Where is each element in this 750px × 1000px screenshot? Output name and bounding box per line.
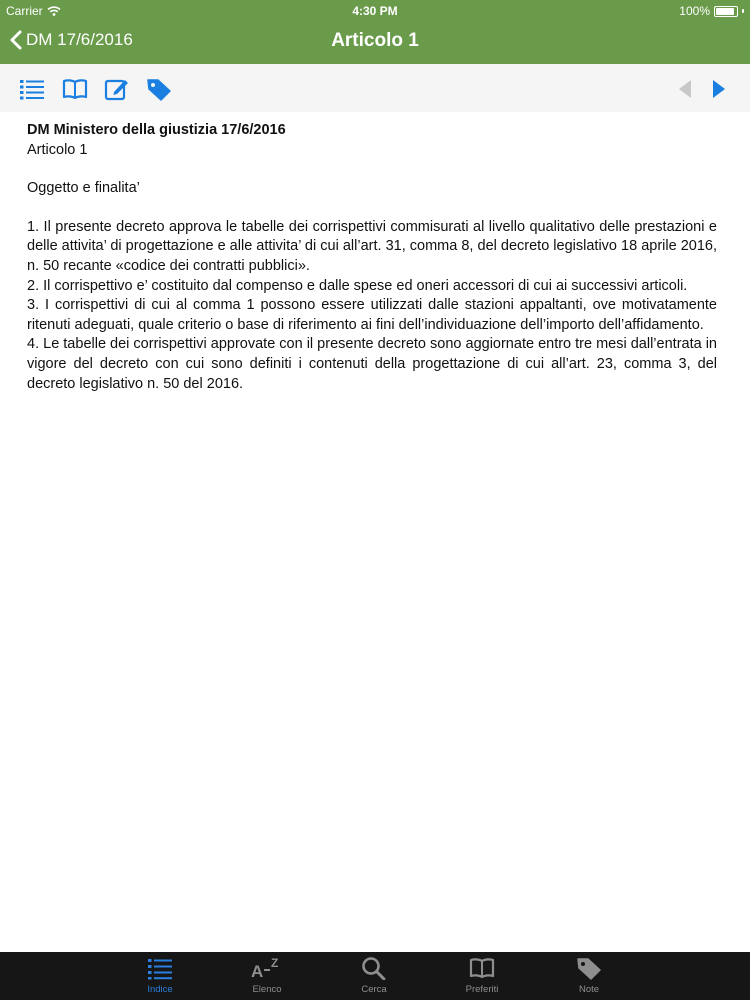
index-list-button[interactable] <box>19 76 45 102</box>
edit-note-button[interactable] <box>104 76 130 102</box>
book-icon <box>62 78 88 100</box>
tag-icon <box>146 77 172 101</box>
tab-elenco[interactable] <box>237 956 297 998</box>
article-subject: Oggetto e finalita’ <box>27 180 140 197</box>
article-paragraph: 2. Il corrispettivo e’ costituito dal compenso e dalle spese ed oneri accessori di cui ai successivi articoli. <box>27 277 688 294</box>
tab-preferiti[interactable] <box>452 956 512 998</box>
battery-indicator <box>679 4 744 18</box>
tab-indice[interactable] <box>130 956 190 998</box>
tab-note[interactable] <box>559 956 619 998</box>
document-heading: DM Ministero della giustizia 17/6/2016 <box>27 122 286 138</box>
tab-label: Indice <box>147 984 173 995</box>
add-tag-button[interactable] <box>146 76 172 102</box>
battery-label: 100% <box>679 4 710 18</box>
chevron-left-icon <box>10 30 22 50</box>
article-content <box>27 121 717 394</box>
edit-icon <box>104 77 130 101</box>
battery-icon <box>714 6 738 17</box>
triangle-left-icon <box>677 78 693 100</box>
tab-label: Elenco <box>252 984 282 995</box>
book-icon <box>469 956 495 980</box>
search-icon <box>361 956 387 980</box>
article-paragraph: 3. I corrispettivi di cui al comma 1 possono essere utilizzati dalle stazioni appaltanti, ove motivatamente ritenuti adeguati, quale criterio o base di riferimento ai fini dell’individuazione dell’importo dell’affidamento. <box>27 297 717 333</box>
tab-cerca[interactable] <box>344 956 404 998</box>
triangle-right-icon <box>711 78 727 100</box>
list-icon <box>19 78 45 100</box>
read-button[interactable] <box>62 76 88 102</box>
tab-label: Cerca <box>361 984 387 995</box>
navigation-bar <box>0 22 750 64</box>
previous-article-button[interactable] <box>672 76 698 102</box>
back-button[interactable] <box>10 30 133 50</box>
back-button-label: DM 17/6/2016 <box>26 30 133 49</box>
svg-text:Z: Z <box>271 956 279 970</box>
status-bar <box>0 0 750 22</box>
svg-text:A: A <box>251 962 264 980</box>
list-icon <box>147 956 173 980</box>
next-article-button[interactable] <box>706 76 732 102</box>
tag-icon <box>576 956 602 980</box>
tab-label: Note <box>578 984 600 995</box>
article-paragraph: 4. Le tabelle dei corrispettivi approvate con il presente decreto sono aggiornate entro tre mesi dall’entrata in vigore del decreto con cui sono definiti i contenuti della progettazione di cui all’art. 23, comma 3, del decreto legislativo n. 50 del 2016. <box>27 336 717 392</box>
status-time: 4:30 PM <box>352 4 398 18</box>
article-number: Articolo 1 <box>27 141 88 158</box>
toolbar <box>0 64 750 112</box>
az-icon <box>250 956 284 980</box>
article-paragraph: 1. Il presente decreto approva le tabelle dei corrispettivi commisurati al livello qualitativo delle prestazioni e delle attivita’ di progettazione e alle attivita’ di cui all’art. 31, comma 8, del decreto legislativo 18 aprile 2016, n. 50 recante «codice dei contratti pubblici». <box>27 218 717 274</box>
page-title: Articolo 1 <box>331 30 419 51</box>
tab-label: Preferiti <box>465 984 499 995</box>
carrier-label: Carrier <box>6 4 43 18</box>
tab-bar <box>0 952 750 1000</box>
